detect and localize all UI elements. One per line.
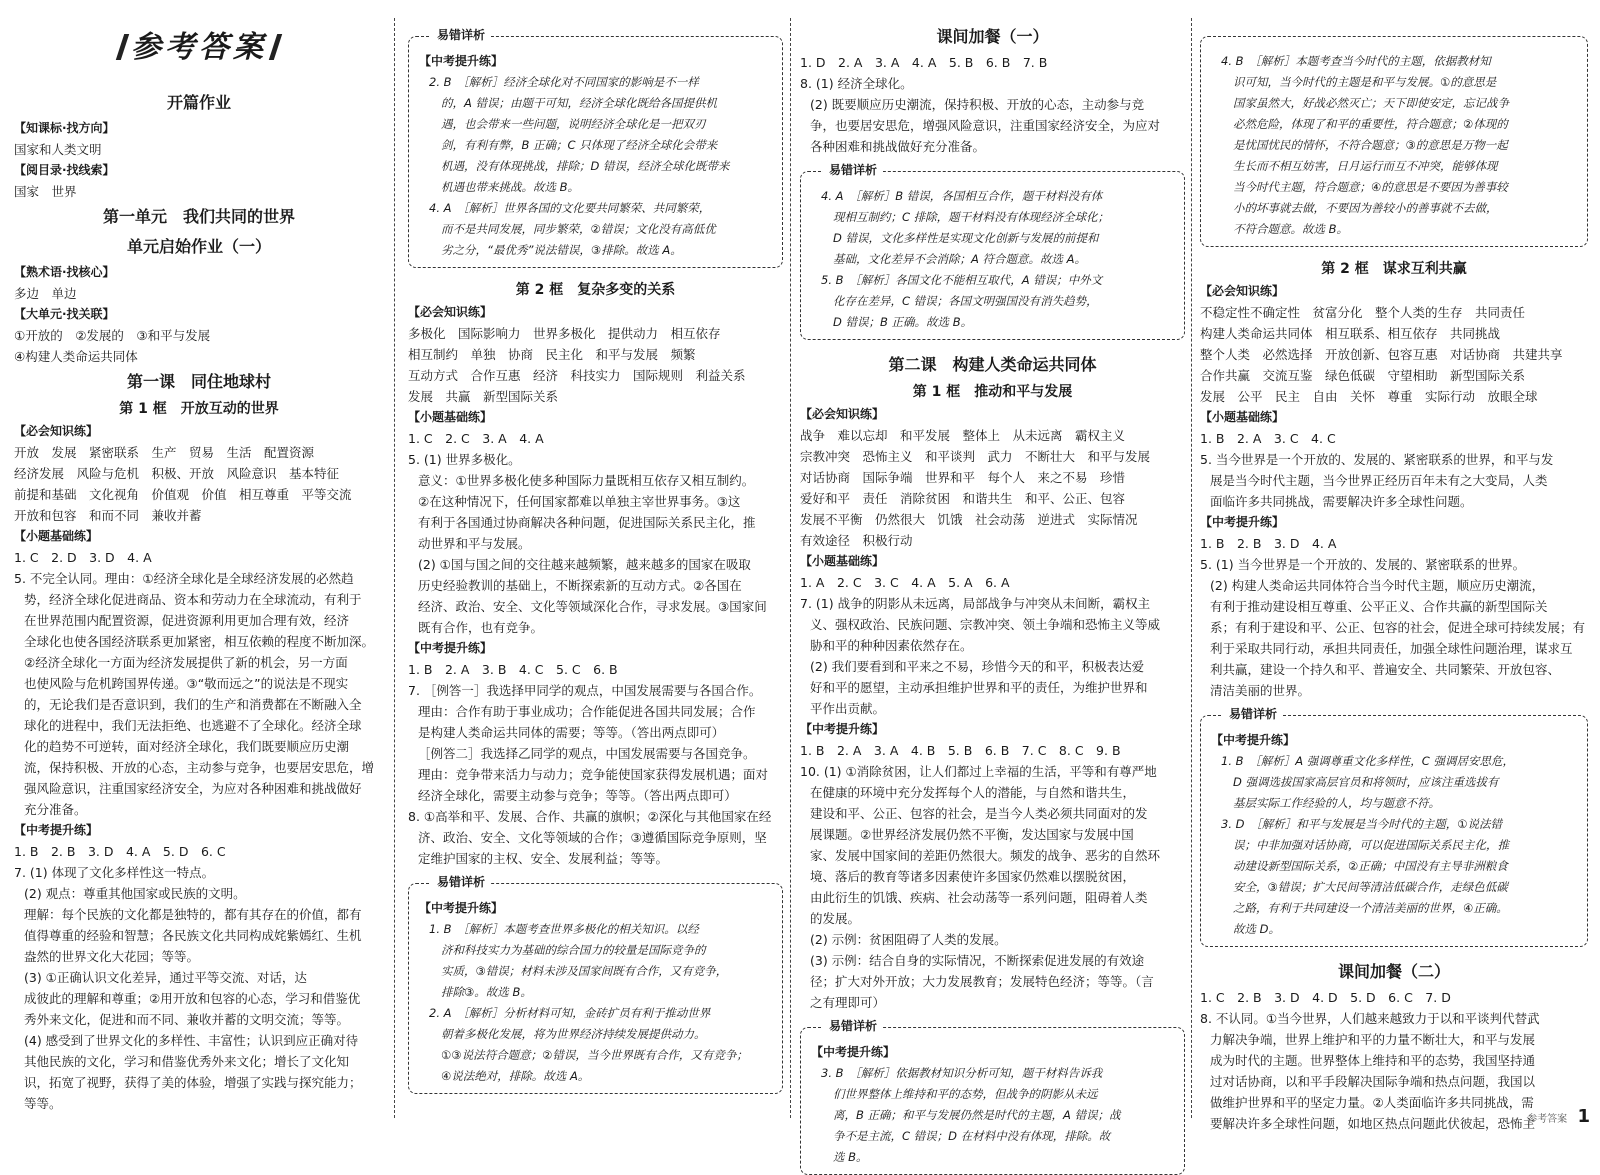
exercise-tag: 【阅目录·找线索】 bbox=[14, 163, 115, 177]
answer-line: 宗教冲突 恐怖主义 和平谈判 武力 不断壮大 和平与发展 bbox=[800, 449, 1151, 464]
explanation-line: 生长而不相互妨害，日月运行而互不冲突，能够体现 bbox=[1233, 159, 1498, 173]
explanation-line: 化存在差异，C 错误；各国文明强国没有消失趋势， bbox=[833, 294, 1098, 308]
explanation-line: 是忧国忧民的情怀，不符合题意；③的意思是万物一起 bbox=[1233, 138, 1508, 152]
answer-line: 构建人类命运共同体 相互联系、相互依存 共同挑战 bbox=[1200, 326, 1501, 341]
answer-line-indented: ［例答二］我选择乙同学的观点，中国发展需要与各国竞争。 bbox=[418, 746, 756, 761]
answer-line-indented: (2) ①国与国之间的交往越来越频繁，越来越多的国家在吸取 bbox=[418, 557, 751, 572]
column-divider bbox=[790, 18, 791, 1118]
answer-line: 整个人类 必然选择 开放创新、包容互惠 对话协商 共建共享 bbox=[1200, 347, 1563, 362]
answer-line-indented: 流，保持积极、开放的心态，主动参与竞争，也要居安思危，增 bbox=[24, 760, 375, 775]
column-4 bbox=[1200, 22, 1588, 1131]
answer-line-indented: 利共赢，建设一个持久和平、普遍安全、共同繁荣、开放包容、 bbox=[1210, 662, 1561, 677]
answer-line: 互动方式 合作互惠 经济 科技实力 国际规则 利益关系 bbox=[408, 368, 746, 383]
answer-line-indented: (2) 构建人类命运共同体符合当今时代主题，顺应历史潮流， bbox=[1210, 578, 1545, 593]
answer-line-indented: 经济、政治、安全、文化等领域深化合作，寻求发展。③国家间 bbox=[418, 599, 767, 614]
answer-line-indented: 在世界范围内配置资源，促进资源利用更加合理有效，经济 bbox=[24, 613, 350, 628]
answer-line-indented: 胁和平的种种因素依然存在。 bbox=[810, 638, 973, 653]
answer-line: 发展不平衡 仍然很大 饥饿 社会动荡 逆进式 实际情况 bbox=[800, 512, 1138, 527]
page-number-label: 参考答案 bbox=[1527, 1114, 1568, 1125]
column-2 bbox=[408, 22, 783, 1127]
subsection-heading: 第 1 框 推动和平与发展 bbox=[912, 384, 1073, 400]
answer-line-indented: 4. A ［解析］世界各国的文化要共同繁荣、共同繁荣， bbox=[429, 201, 711, 215]
answer-line-indented: (4) 感受到了世界文化的多样性、丰富性；认识到应正确对待 bbox=[24, 1033, 359, 1048]
answer-line-indented: 利于采取共同行动，承担共同责任，加强全球性问题治理，谋求互 bbox=[1210, 641, 1573, 656]
answer-line: 对话协商 国际争端 世界和平 每个人 来之不易 珍惜 bbox=[800, 470, 1126, 485]
error-analysis-box bbox=[800, 163, 1185, 340]
answer-line-indented: 要解决许多全球性问题，如地区热点问题此伏彼起，恐怖主 bbox=[1210, 1116, 1536, 1131]
explanation-line: 现相互制约；C 排除，题干材料没有体现经济全球化； bbox=[833, 210, 1110, 224]
answer-line: 5. 不完全认同。理由：①经济全球化是全球经济发展的必然趋 bbox=[14, 571, 354, 586]
answer-line: 发展 共赢 新型国际关系 bbox=[408, 389, 559, 404]
answer-line-indented: 争，也要居安思危，增强风险意识，注重国家经济安全，为应对 bbox=[810, 118, 1161, 133]
answer-line-indented: 有利于各国通过协商解决各种问题，促进国际关系民主化，推 bbox=[418, 515, 756, 530]
answer-line-indented: 也使风险与危机跨国界传递。③“敬而远之”的说法是不现实 bbox=[24, 676, 349, 691]
exercise-tag: 【必会知识练】 bbox=[800, 407, 885, 421]
answer-line-indented: 等等。 bbox=[24, 1096, 62, 1111]
column-divider bbox=[1191, 18, 1192, 1118]
section-heading: 第一课 同住地球村 bbox=[126, 372, 271, 391]
answer-line-indented: (3) ①正确认识文化差异，通过平等交流、对话，达 bbox=[24, 970, 307, 985]
answer-line-indented: ②在这种情况下，任何国家都难以单独主宰世界事务。③这 bbox=[418, 494, 741, 509]
answer-line: 8. ①高举和平、发展、合作、共赢的旗帜；②深化与其他国家在经 bbox=[408, 809, 772, 824]
answer-line: 国家和人类文明 bbox=[14, 142, 102, 157]
answer-line-indented: 强风险意识，注重国家经济安全，为应对各种困难和挑战做好 bbox=[24, 781, 362, 796]
answer-line-indented: 经济全球化，需要主动参与竞争；等等。（答出两点即可） bbox=[418, 788, 737, 803]
answer-line-indented: 既有合作，也有竞争。 bbox=[418, 620, 544, 635]
answer-line-indented: 各种困难和挑战做好充分准备。 bbox=[810, 139, 986, 154]
explanation-line: 剑，有利有弊，B 正确；C 只体现了经济全球化会带来 bbox=[441, 138, 718, 152]
answer-line: 1. C 2. B 3. D 4. D 5. D 6. C 7. D bbox=[1200, 990, 1451, 1005]
explanation-line: 机遇，没有体现挑战，排除；D 错误，经济全球化既带来 bbox=[441, 159, 730, 173]
subsection-heading: 第 1 框 开放互动的世界 bbox=[119, 401, 279, 417]
answer-line: ④构建人类命运共同体 bbox=[14, 349, 138, 364]
answer-line: ①开放的 ②发展的 ③和平与发展 bbox=[14, 328, 211, 343]
answer-line-indented: 历史经验教训的基础上，不断探索新的互动方式。②各国在 bbox=[418, 578, 742, 593]
exercise-tag: 【小题基础练】 bbox=[408, 410, 493, 424]
answer-line: 1. C 2. C 3. A 4. A bbox=[408, 431, 544, 446]
answer-line: 5. 当今世界是一个开放的、发展的、紧密联系的世界，和平与发 bbox=[1200, 452, 1554, 467]
explanation-line: 不符合题意。故选 B。 bbox=[1233, 222, 1349, 236]
explanation-line: 朝着多极化发展，将为世界经济持续发展提供动力。 bbox=[441, 1027, 706, 1041]
answer-line-indented: 3. B ［解析］依据教材知识分析可知，题干材料告诉我 bbox=[821, 1066, 1103, 1080]
error-analysis-title: 易错详析 bbox=[823, 160, 883, 181]
answer-line-indented: (3) 示例：结合自身的实际情况，不断探索促进发展的有效途 bbox=[810, 953, 1145, 968]
answer-line-indented: 理由：竞争带来活力与动力；竞争能使国家获得发展机遇；面对 bbox=[418, 767, 769, 782]
answer-line-indented: 济、政治、安全、文化等领域的合作；③遵循国际竞争原则，坚 bbox=[418, 830, 767, 845]
explanation-line: 们世界整体上维持和平的态势，但战争的阴影从未远 bbox=[833, 1087, 1098, 1101]
explanation-line: 小的坏事就去做，不要因为善较小的善事就不去做， bbox=[1233, 201, 1498, 215]
answer-line-indented: 盎然的世界文化大花园；等等。 bbox=[24, 949, 200, 964]
answer-line: 经济发展 风险与危机 积极、开放 风险意识 基本特征 bbox=[14, 466, 340, 481]
explanation-line: ①③说法符合题意；②错误，当今世界既有合作，又有竞争； bbox=[441, 1048, 748, 1062]
answer-line-indented: 由此衍生的饥饿、疾病、社会动荡等一系列问题，阻碍着人类 bbox=[810, 890, 1148, 905]
exercise-tag: 【必会知识练】 bbox=[408, 305, 493, 319]
answer-line-indented: 展课题。②世界经济发展仍然不平衡，发达国家与发展中国 bbox=[810, 827, 1134, 842]
explanation-line: D 错误；B 正确。故选 B。 bbox=[833, 315, 973, 329]
answer-line: 前提和基础 文化视角 价值观 价值 相互尊重 平等交流 bbox=[14, 487, 352, 502]
error-analysis-box bbox=[1200, 36, 1588, 247]
section-heading: 课间加餐（二） bbox=[1337, 962, 1450, 981]
explanation-line: 故选 D。 bbox=[1233, 922, 1281, 936]
explanation-line: 遇，也会带来一些问题，说明经济全球化是一把双刃 bbox=[441, 117, 706, 131]
answer-line-indented: 径；扩大对外开放；大力发展教育；发展特色经济；等等。（言 bbox=[810, 974, 1154, 989]
explanation-line: 基础，文化差异不会消除；A 符合题意。故选 A。 bbox=[833, 252, 1087, 266]
answer-line-indented: 成彼此的理解和尊重；②用开放和包容的心态，学习和借鉴优 bbox=[24, 991, 361, 1006]
answer-line: 5. (1) 世界多极化。 bbox=[408, 452, 521, 467]
title-slash-decoration bbox=[116, 34, 129, 60]
answer-line-indented: (2) 既要顺应历史潮流，保持积极、开放的心态，主动参与竞 bbox=[810, 97, 1145, 112]
answer-line-indented: (2) 示例：贫困阻碍了人类的发展。 bbox=[810, 932, 1007, 947]
answer-line: 战争 难以忘却 和平发展 整体上 从未远离 霸权主义 bbox=[800, 428, 1126, 443]
column-divider bbox=[394, 18, 395, 1118]
error-analysis-title: 易错详析 bbox=[431, 872, 491, 893]
explanation-line: 济和科技实力为基础的综合国力的较量是国际竞争的 bbox=[441, 943, 706, 957]
exercise-tag: 【中考提升练】 bbox=[419, 901, 504, 915]
answer-line-indented: 做维护世界和平的坚定力量。②人类面临许多共同挑战，需 bbox=[1210, 1095, 1534, 1110]
error-analysis-box bbox=[800, 1019, 1185, 1175]
answer-line: 5. (1) 当今世界是一个开放的、发展的、紧密联系的世界。 bbox=[1200, 557, 1526, 572]
explanation-line: 必然危险，体现了和平的重要性，符合题意；②体现的 bbox=[1233, 117, 1508, 131]
answer-line-indented: 理解：每个民族的文化都是独特的，都有其存在的价值，都有 bbox=[24, 907, 362, 922]
answer-line-indented: 成为时代的主题。世界整体上维持和平的态势，我国坚持通 bbox=[1210, 1053, 1536, 1068]
exercise-tag: 【小题基础练】 bbox=[1200, 410, 1285, 424]
explanation-line: 误；中非加强对话协商，可以促进国际关系民主化，推 bbox=[1233, 838, 1509, 852]
answer-line: 有效途径 积极行动 bbox=[800, 533, 913, 548]
answer-line-indented: 的，无论我们是否意识到，我们的生产和消费都在不断融入全 bbox=[24, 697, 362, 712]
error-analysis-box bbox=[1200, 707, 1588, 947]
explanation-line: 选 B。 bbox=[833, 1150, 868, 1164]
answer-line: 开放 发展 紧密联系 生产 贸易 生活 配置资源 bbox=[14, 445, 315, 460]
answer-line: 国家 世界 bbox=[14, 184, 77, 199]
answer-line: 1. B 2. B 3. D 4. A bbox=[1200, 536, 1337, 551]
answer-line-indented: 2. B ［解析］经济全球化对不同国家的影响是不一样 bbox=[429, 75, 699, 89]
explanation-line: 而不是共同发展，同步繁荣，②错误；文化没有高低优 bbox=[441, 222, 716, 236]
answer-line-indented: 化的趋势不可逆转，面对经济全球化，我们既要顺应历史潮 bbox=[24, 739, 350, 754]
answer-line: 发展 公平 民主 自由 关怀 尊重 实际行动 放眼全球 bbox=[1200, 389, 1538, 404]
exercise-tag: 【中考提升练】 bbox=[811, 1045, 896, 1059]
answer-line: 7. ［例答一］我选择甲同学的观点，中国发展需要与各国合作。 bbox=[408, 683, 762, 698]
explanation-line: 机遇也带来挑战。故选 B。 bbox=[441, 180, 580, 194]
column-1 bbox=[14, 22, 384, 1127]
exercise-tag: 【知课标·找方向】 bbox=[14, 121, 115, 135]
answer-line: 合作共赢 交流互鉴 绿色低碳 守望相助 新型国际关系 bbox=[1200, 368, 1526, 383]
page-number bbox=[1527, 1106, 1590, 1130]
error-analysis-box bbox=[408, 875, 783, 1094]
answer-line-indented: 过对话协商，以和平手段解决国际争端和热点问题，我国以 bbox=[1210, 1074, 1536, 1089]
section-heading: 单元启始作业（一） bbox=[126, 237, 271, 256]
explanation-line: 排除③。故选 B。 bbox=[441, 985, 532, 999]
answer-title-text: 参考答案 bbox=[131, 30, 267, 65]
exercise-tag: 【中考提升练】 bbox=[14, 823, 99, 837]
explanation-line: 安全，③错误；扩大民间等清洁低碳合作，走绿色低碳 bbox=[1233, 880, 1508, 894]
answer-line-indented: ②经济全球化一方面为经济发展提供了新的机会，另一方面 bbox=[24, 655, 348, 670]
answer-line-indented: 识，拓宽了视野，获得了美的体验，增强了实践与探究能力； bbox=[24, 1075, 362, 1090]
answer-line-indented: 力解决争端，世界上维护和平的力量不断壮大，和平与发展 bbox=[1210, 1032, 1536, 1047]
answer-line: 7. (1) 战争的阴影从未远离，局部战争与冲突从未间断，霸权主 bbox=[800, 596, 1151, 611]
answer-line-indented: 定维护国家的主权、安全、发展利益；等等。 bbox=[418, 851, 669, 866]
section-heading: 课间加餐（一） bbox=[936, 27, 1049, 46]
column-3 bbox=[800, 22, 1185, 1164]
answer-line-indented: 意义：①世界多极化使多种国际力量既相互依存又相互制约。 bbox=[418, 473, 755, 488]
answer-line-indented: 4. B ［解析］本题考查当今时代的主题，依据教材知 bbox=[1221, 54, 1491, 68]
section-heading: 第一单元 我们共同的世界 bbox=[102, 207, 295, 226]
answer-line: 1. B 2. A 3. A 4. B 5. B 6. B 7. C 8. C 9. B bbox=[800, 743, 1121, 758]
explanation-line: 国家虽然大，好战必然灭亡；天下即使安定，忘记战争 bbox=[1233, 96, 1509, 110]
page-number-value: 1 bbox=[1577, 1106, 1590, 1127]
answer-line-indented: 值得尊重的经验和智慧；各民族文化共同构成姹紫嫣红、生机 bbox=[24, 928, 362, 943]
answer-line-indented: 家、发展中国家间的差距仍然很大。频发的战争、恶劣的自然环 bbox=[810, 848, 1161, 863]
answer-line-indented: 秀外来文化，促进和而不同、兼收并蓄的文明交流；等等。 bbox=[24, 1012, 350, 1027]
answer-title bbox=[14, 26, 384, 70]
answer-line-indented: (2) 我们要看到和平来之不易，珍惜今天的和平，积极表达爱 bbox=[810, 659, 1145, 674]
explanation-line: 动建设新型国际关系，②正确；中国没有主导非洲粮食 bbox=[1233, 859, 1508, 873]
answer-line-indented: 有利于推动建设相互尊重、公平正义、合作共赢的新型国际关 bbox=[1210, 599, 1548, 614]
explanation-line: D 强调选拔国家高层官员和将领时，应该注重选拔有 bbox=[1233, 775, 1499, 789]
section-heading: 第二课 构建人类命运共同体 bbox=[888, 355, 1097, 374]
answer-line-indented: 在健康的环境中充分发挥每个人的潜能，与自然和谐共生， bbox=[810, 785, 1136, 800]
error-analysis-title: 易错详析 bbox=[431, 25, 491, 46]
answer-line-indented: 系；有利于建设和平、公正、包容的社会，促进全球可持续发展；有 bbox=[1210, 620, 1586, 635]
exercise-tag: 【大单元·找关联】 bbox=[14, 307, 115, 321]
exercise-tag: 【中考提升练】 bbox=[1211, 733, 1296, 747]
answer-line: 1. B 2. A 3. C 4. C bbox=[1200, 431, 1336, 446]
exercise-tag: 【中考提升练】 bbox=[419, 54, 504, 68]
subsection-heading: 第 2 框 复杂多变的关系 bbox=[515, 282, 676, 298]
answer-line: 相互制约 单独 协商 民主化 和平与发展 频繁 bbox=[408, 347, 696, 362]
answer-line: 7. (1) 体现了文化多样性这一特点。 bbox=[14, 865, 215, 880]
exercise-tag: 【中考提升练】 bbox=[408, 641, 493, 655]
exercise-tag: 【中考提升练】 bbox=[1200, 515, 1285, 529]
answer-line-indented: 1. B ［解析］本题考查世界多极化的相关知识。以经 bbox=[429, 922, 699, 936]
answer-line: 1. B 2. A 3. B 4. C 5. C 6. B bbox=[408, 662, 618, 677]
answer-line-indented: 动世界和平与发展。 bbox=[418, 536, 531, 551]
error-analysis-title: 易错详析 bbox=[1223, 704, 1283, 725]
answer-line-indented: 建设和平、公正、包容的社会，是当今人类必须共同面对的发 bbox=[810, 806, 1148, 821]
explanation-line: 基层实际工作经验的人，均与题意不符。 bbox=[1233, 796, 1440, 810]
answer-line: 多边 单边 bbox=[14, 286, 77, 301]
answer-line-indented: 4. A ［解析］B 错误，各国相互合作，题干材料没有体 bbox=[821, 189, 1103, 203]
answer-line-indented: 境、落后的教育等诸多因素使许多国家仍然难以摆脱贫困， bbox=[810, 869, 1136, 884]
answer-line: 多极化 国际影响力 世界多极化 提供动力 相互依存 bbox=[408, 326, 721, 341]
answer-line: 爱好和平 责任 消除贫困 和谐共生 和平、公正、包容 bbox=[800, 491, 1126, 506]
answer-line-indented: 球化的进程中，我们无法拒绝、也逃避不了全球化。经济全球 bbox=[24, 718, 362, 733]
explanation-line: 之路，有利于共同建设一个清洁美丽的世界，④正确。 bbox=[1233, 901, 1508, 915]
explanation-line: 争不是主流，C 错误；D 在材料中没有体现，排除。故 bbox=[833, 1129, 1111, 1143]
answer-line-indented: 平作出贡献。 bbox=[810, 701, 886, 716]
explanation-line: D 错误，文化多样性是实现文化创新与发展的前提和 bbox=[833, 231, 1099, 245]
answer-line: 1. C 2. D 3. D 4. A bbox=[14, 550, 152, 565]
answer-line-indented: 理由：合作有助于事业成功；合作能促进各国共同发展；合作 bbox=[418, 704, 756, 719]
explanation-line: 实质，③错误；材料未涉及国家间既有合作，又有竞争， bbox=[441, 964, 728, 978]
answer-line: 开放和包容 和而不同 兼收并蓄 bbox=[14, 508, 202, 523]
exercise-tag: 【中考提升练】 bbox=[800, 722, 885, 736]
answer-line: 不稳定性不确定性 贫富分化 整个人类的生存 共同责任 bbox=[1200, 305, 1526, 320]
answer-line-indented: 面临许多共同挑战，需要解决许多全球性问题。 bbox=[1210, 494, 1473, 509]
exercise-tag: 【熟术语·找核心】 bbox=[14, 265, 115, 279]
title-slash-decoration bbox=[269, 34, 282, 60]
subsection-heading: 第 2 框 谋求互利共赢 bbox=[1321, 261, 1467, 277]
answer-line: 1. A 2. C 3. C 4. A 5. A 6. A bbox=[800, 575, 1010, 590]
answer-line-indented: 5. B ［解析］各国文化不能相互取代，A 错误；中外文 bbox=[821, 273, 1103, 287]
answer-line-indented: 之有理即可） bbox=[810, 995, 886, 1010]
error-analysis-title: 易错详析 bbox=[823, 1016, 883, 1037]
answer-line: 8. 不认同。①当今世界，人们越来越致力于以和平谈判代替武 bbox=[1200, 1011, 1540, 1026]
answer-line-indented: 全球化也使各国经济联系更加紧密，相互依赖的程度不断加深。 bbox=[24, 634, 375, 649]
answer-line-indented: (2) 观点：尊重其他国家或民族的文明。 bbox=[24, 886, 246, 901]
answer-line-indented: 充分准备。 bbox=[24, 802, 87, 817]
answer-line-indented: 2. A ［解析］分析材料可知，金砖扩员有利于推动世界 bbox=[429, 1006, 711, 1020]
exercise-tag: 【必会知识练】 bbox=[14, 424, 99, 438]
exercise-tag: 【必会知识练】 bbox=[1200, 284, 1285, 298]
answer-line-indented: 3. D ［解析］和平与发展是当今时代的主题，①说法错 bbox=[1221, 817, 1503, 831]
answer-line: 8. (1) 经济全球化。 bbox=[800, 76, 913, 91]
answer-line-indented: 展是当今时代主题，当今世界正经历百年未有之大变局，人类 bbox=[1210, 473, 1548, 488]
answer-line: 10. (1) ①消除贫困，让人们都过上幸福的生活，平等和有尊严地 bbox=[800, 764, 1157, 779]
answer-line-indented: 好和平的愿望，主动承担维护世界和平的责任，为维护世界和 bbox=[810, 680, 1148, 695]
error-analysis-box bbox=[408, 28, 783, 268]
exercise-tag: 【小题基础练】 bbox=[800, 554, 885, 568]
explanation-line: 离，B 正确；和平与发展仍然是时代的主题，A 错误；战 bbox=[833, 1108, 1121, 1122]
exercise-tag: 【小题基础练】 bbox=[14, 529, 99, 543]
answer-line-indented: 其他民族的文化，学习和借鉴优秀外来文化；增长了文化知 bbox=[24, 1054, 350, 1069]
answer-line-indented: 是构建人类命运共同体的需要；等等。（答出两点即可） bbox=[418, 725, 725, 740]
answer-line-indented: 义、强权政治、民族问题、宗教冲突、领土争端和恐怖主义等威 bbox=[810, 617, 1161, 632]
answer-line-indented: 清洁美丽的世界。 bbox=[1210, 683, 1311, 698]
explanation-line: 的，A 错误；由题干可知，经济全球化既给各国提供机 bbox=[441, 96, 718, 110]
answer-line-indented: 势，经济全球化促进商品、资本和劳动力在全球流动，有利于 bbox=[24, 592, 362, 607]
explanation-line: 当今时代主题，符合题意；④的意思是不要因为善事较 bbox=[1233, 180, 1508, 194]
explanation-line: 识可知，当今时代的主题是和平与发展。①的意思是 bbox=[1233, 75, 1497, 89]
explanation-line: 劣之分，“最优秀”说法错误，③排除。故选 A。 bbox=[441, 243, 682, 257]
answer-line-indented: 1. B ［解析］A 强调尊重文化多样性，C 强调居安思危， bbox=[1221, 754, 1514, 768]
explanation-line: ④说法绝对，排除。故选 A。 bbox=[441, 1069, 590, 1083]
answer-line-indented: 的发展。 bbox=[810, 911, 861, 926]
answer-line: 1. D 2. A 3. A 4. A 5. B 6. B 7. B bbox=[800, 55, 1048, 70]
answer-line: 1. B 2. B 3. D 4. A 5. D 6. C bbox=[14, 844, 226, 859]
section-heading: 开篇作业 bbox=[166, 93, 231, 112]
